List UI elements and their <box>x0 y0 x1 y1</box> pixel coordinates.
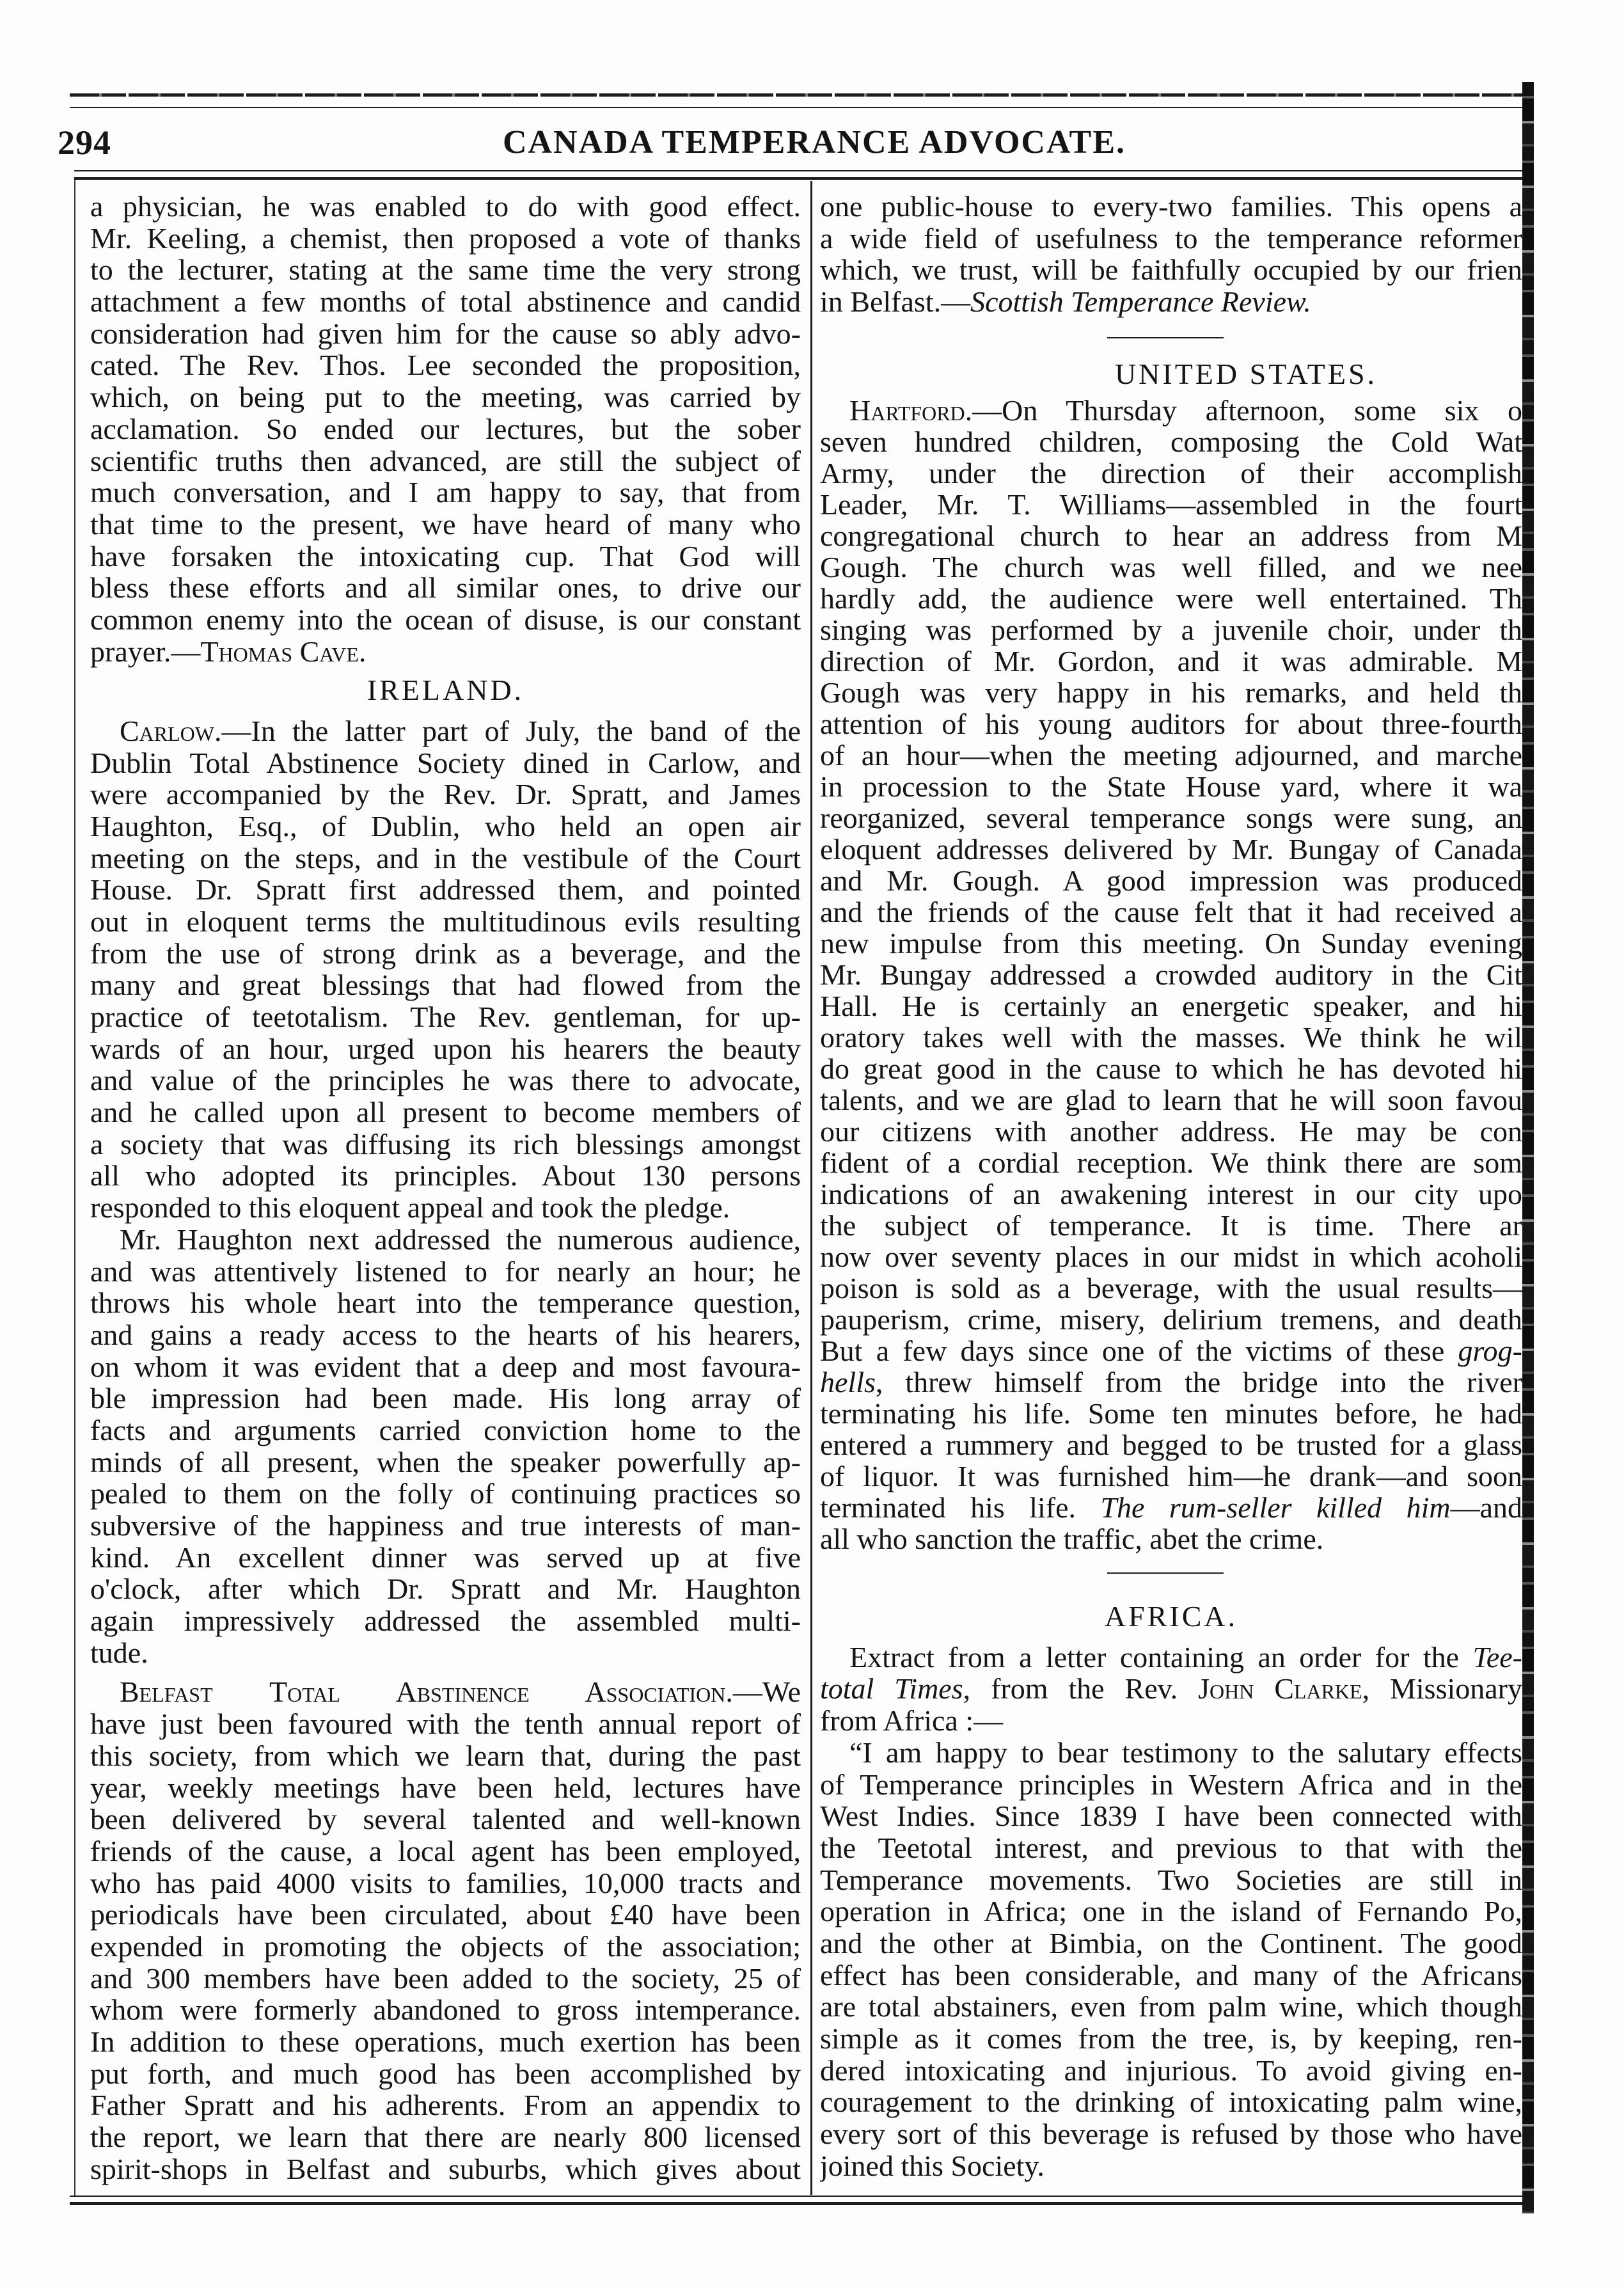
text-line: Mr. Haughton next addressed the numerous audience, <box>120 1223 801 1256</box>
text-line: spirit-shops in Belfast and suburbs, which gives about <box>90 2152 801 2185</box>
text-line: of liquor. It was furnished him—he drank—and soon <box>820 1459 1522 1492</box>
text-line: singing was performed by a juvenile choir, under th <box>820 613 1522 646</box>
text-line: Gough was very happy in his remarks, and held th <box>820 676 1522 709</box>
text-line: a physician, he was enabled to do with good effect. <box>90 191 801 223</box>
text-line: a society that was diffusing its rich blessings amongst <box>90 1127 801 1160</box>
text-line: wards of an hour, urged upon his hearers the beauty <box>90 1032 801 1065</box>
text-line: fident of a cordial reception. We think there are som <box>820 1146 1522 1179</box>
text-line: Leader, Mr. T. Williams—assembled in the fourt <box>820 487 1522 521</box>
text-line: pauperism, crime, misery, delirium tremens, and death <box>820 1302 1522 1336</box>
small-caps-text: Belfast Total Abstinence Association. <box>120 1675 733 1709</box>
text-line: dered intoxicating and injurious. To avoid giving en- <box>820 2054 1522 2087</box>
text-line: and gains a ready access to the hearts of his hearers, <box>90 1318 801 1351</box>
small-caps-text: Carlow. <box>120 714 222 747</box>
text-line: one public-house to every-two families. This opens a <box>820 191 1522 223</box>
text-line: new impulse from this meeting. On Sunday evening <box>820 926 1522 960</box>
text-line: Gough. The church was well filled, and we nee <box>820 550 1522 583</box>
text-line: Temperance movements. Two Societies are still in <box>820 1863 1522 1896</box>
text-line: the report, we learn that there are nearly 800 licensed <box>90 2121 801 2154</box>
text-line: direction of Mr. Gordon, and it was admirable. M <box>820 644 1522 677</box>
text-line: pealed to them on the folly of continuing practices so <box>90 1477 801 1510</box>
top-rule-thick <box>70 93 1523 97</box>
paragraph <box>820 1737 1522 2182</box>
text-line: in Belfast.—Scottish Temperance Review. <box>820 285 1311 319</box>
paragraph <box>90 1224 801 1669</box>
small-caps-text: Hartford. <box>849 393 973 427</box>
text-line: “I am happy to bear testimony to the salutary effects <box>849 1736 1522 1769</box>
text-line: cated. The Rev. Thos. Lee seconded the proposition, <box>90 349 801 382</box>
page-number: 294 <box>58 123 111 162</box>
italic-text: Tee- <box>1472 1640 1522 1674</box>
text-line: on whom it was evident that a deep and most favoura- <box>90 1350 801 1383</box>
text-line: periodicals have been circulated, about £40 have been <box>90 1898 801 1931</box>
text-line: throws his whole heart into the temperance question, <box>90 1286 801 1320</box>
small-caps-text: Thomas Cave. <box>200 635 367 668</box>
left-border-line <box>74 180 75 2196</box>
text-line: subversive of the happiness and true interests of man- <box>90 1509 801 1542</box>
text-line: facts and arguments carried conviction home to the <box>90 1413 801 1446</box>
text-line: meeting on the steps, and in the vestibule of the Court <box>90 841 801 874</box>
text-line: our citizens with another address. He may be con <box>820 1114 1522 1148</box>
text-line: bless these efforts and all similar ones, to drive our <box>90 571 801 605</box>
text-line: have just been favoured with the tenth annual report of <box>90 1707 801 1741</box>
header-rule-lower <box>74 177 1523 180</box>
text-line: kind. An excellent dinner was served up at five <box>90 1540 801 1574</box>
text-line: oratory takes well with the masses. We think he wil <box>820 1020 1522 1054</box>
text-line: minds of all present, when the speaker powerfully ap- <box>90 1445 801 1478</box>
text-line: and value of the principles he was there to advocate, <box>90 1064 801 1097</box>
text-line: Carlow.—In the latter part of July, the band of the <box>120 714 801 747</box>
text-line: Dublin Total Abstinence Society dined in Carlow, and <box>90 746 801 779</box>
text-line: couragement to the drinking of intoxicating palm wine, <box>820 2085 1522 2119</box>
italic-text: total Times <box>820 1672 963 1705</box>
left-column <box>90 191 801 2193</box>
text-line: and 300 members have been added to the society, 25 of <box>90 1961 801 1995</box>
text-line: West Indies. Since 1839 I have been connected with <box>820 1800 1522 1833</box>
text-line: put forth, and much good has been accomplished by <box>90 2057 801 2090</box>
small-caps-text: John Clarke <box>1198 1672 1362 1705</box>
text-line: and the friends of the cause felt that it had received a <box>820 895 1522 928</box>
text-line: Father Spratt and his adherents. From an appendix to <box>90 2089 801 2122</box>
text-line: reorganized, several temperance songs were sung, an <box>820 801 1522 834</box>
text-line: hardly add, the audience were well entertained. Th <box>820 582 1522 615</box>
text-line: practice of teetotalism. The Rev. gentleman, for up- <box>90 1001 801 1033</box>
italic-text: Scottish Temperance Review. <box>970 285 1311 319</box>
paragraph <box>90 715 801 1224</box>
text-line: congregational church to hear an address from M <box>820 519 1522 552</box>
text-line: effect has been considerable, and many of the Africans <box>820 1958 1522 1991</box>
text-line: of an hour—when the meeting adjourned, and marche <box>820 738 1522 772</box>
text-line: simple as it comes from the tree, is, by keeping, ren- <box>820 2022 1522 2055</box>
text-line: of Temperance principles in Western Africa and in the <box>820 1768 1522 1801</box>
binding-edge-shadow <box>1522 82 1534 2213</box>
text-line: ble impression had been made. His long array of <box>90 1382 801 1415</box>
text-line: and he called upon all present to become members of <box>90 1096 801 1129</box>
text-line: o'clock, after which Dr. Spratt and Mr. Haughton <box>90 1572 801 1606</box>
text-line: common enemy into the ocean of disuse, is our constant <box>90 603 801 636</box>
text-line: Hall. He is certainly an energetic speaker, and hi <box>820 989 1522 1022</box>
text-line: out in eloquent terms the multitudinous evils resulting <box>90 905 801 938</box>
text-line: every sort of this beverage is refused by those who have <box>820 2117 1522 2151</box>
text-line: been delivered by several talented and well-known <box>90 1803 801 1836</box>
text-line: again impressively addressed the assembled multi- <box>90 1604 801 1638</box>
italic-text: hells <box>820 1365 876 1398</box>
text-line: In addition to these operations, much exertion has been <box>90 2025 801 2058</box>
text-line: year, weekly meetings have been held, lectures have <box>90 1771 801 1804</box>
text-line: House. Dr. Spratt first addressed them, and pointed <box>90 873 801 906</box>
bottom-rule-thick <box>70 2202 1528 2205</box>
text-line: which, on being put to the meeting, was carried by <box>90 381 801 414</box>
text-line: whom were formerly abandoned to gross intemperance. <box>90 1993 801 2027</box>
text-line: and the other at Bimbia, on the Continent. The good <box>820 1926 1522 1959</box>
paragraph <box>820 1642 1522 1737</box>
text-line: Extract from a letter containing an order for the Tee- <box>849 1640 1522 1674</box>
text-line: hells, threw himself from the bridge into the river <box>820 1365 1522 1398</box>
text-line: in procession to the State House yard, where it wa <box>820 770 1522 803</box>
text-line: joined this Society. <box>820 2149 1045 2182</box>
text-line: expended in promoting the objects of the association; <box>90 1929 801 1963</box>
text-line: seven hundred children, composing the Cold Wat <box>820 425 1522 458</box>
text-line: from the use of strong drink as a beverage, and the <box>90 937 801 970</box>
section-heading-ireland: IRELAND. <box>367 673 524 706</box>
text-line: Army, under the direction of their accomplish <box>820 456 1522 489</box>
text-line: terminating his life. Some ten minutes before, he had <box>820 1397 1522 1430</box>
text-line: the subject of temperance. It is time. There ar <box>820 1208 1522 1242</box>
text-line: this society, from which we learn that, during the past <box>90 1739 801 1772</box>
text-line: entered a rummery and begged to be trusted for a glass <box>820 1428 1522 1461</box>
text-line: responded to this eloquent appeal and took the pledge. <box>90 1191 730 1224</box>
text-line: scientific truths then advanced, are still the subject of <box>90 444 801 477</box>
text-line: and was attentively listened to for nearly an hour; he <box>90 1254 801 1288</box>
text-line: poison is sold as a beverage, with the usual results— <box>820 1271 1522 1304</box>
text-line: But a few days since one of the victims of these grog- <box>820 1334 1522 1367</box>
top-rule-thin <box>70 107 1523 108</box>
text-line: Hartford.—On Thursday afternoon, some six o <box>849 393 1522 427</box>
text-line: much conversation, and I am happy to say, that from <box>90 476 801 509</box>
text-line: that time to the present, we have heard of many who <box>90 507 801 541</box>
section-heading-africa: AFRICA. <box>1104 1599 1238 1633</box>
paragraph <box>820 191 1522 318</box>
text-line: attention of his young auditors for about three-fourth <box>820 707 1522 740</box>
bottom-rule-thin <box>70 2196 1528 2197</box>
text-line: all who adopted its principles. About 130 persons <box>90 1159 801 1192</box>
text-line: and Mr. Gough. A good impression was produced <box>820 864 1522 897</box>
text-line: indications of an awakening interest in our city upo <box>820 1177 1522 1210</box>
text-line: Mr. Bungay addressed a crowded auditory in the Cit <box>820 958 1522 991</box>
text-line: eloquent addresses delivered by Mr. Bungay of Canada <box>820 832 1522 866</box>
text-line: the Teetotal interest, and previous to that with the <box>820 1831 1522 1864</box>
publication-title: CANADA TEMPERANCE ADVOCATE. <box>502 124 1126 161</box>
text-line: now over seventy places in our midst in which acoholi <box>820 1240 1522 1273</box>
text-line: were accompanied by the Rev. Dr. Spratt, and James <box>90 778 801 811</box>
text-line: many and great blessings that had flowed from the <box>90 969 801 1002</box>
text-line: acclamation. So ended our lectures, but the sober <box>90 412 801 445</box>
text-line: who has paid 4000 visits to families, 10,000 tracts and <box>90 1866 801 1899</box>
text-line: Belfast Total Abstinence Association.—We <box>120 1675 801 1709</box>
text-line: Haughton, Esq., of Dublin, who held an open air <box>90 809 801 843</box>
text-line: terminated his life. The rum-seller killed him—and <box>820 1491 1522 1524</box>
italic-text: grog- <box>1458 1334 1522 1367</box>
paragraph <box>90 1676 801 2185</box>
column-divider <box>810 181 812 2195</box>
italic-text: The rum-seller killed him <box>1100 1491 1451 1524</box>
text-line: attachment a few months of total abstinence and candid <box>90 285 801 319</box>
text-line: tude. <box>90 1636 148 1669</box>
text-line: all who sanction the traffic, abet the crime. <box>820 1522 1324 1555</box>
text-line: total Times, from the Rev. John Clarke, Missionary <box>820 1672 1522 1705</box>
text-line: from Africa :— <box>820 1704 1004 1737</box>
text-line: a wide field of usefulness to the temperance reformer <box>820 221 1522 255</box>
section-heading-united-states: UNITED STATES. <box>1114 357 1378 390</box>
text-line: Mr. Keeling, a chemist, then proposed a vote of thanks <box>90 221 801 255</box>
paragraph <box>90 191 801 667</box>
text-line: friends of the cause, a local agent has been employed, <box>90 1834 801 1867</box>
text-line: which, we trust, will be faithfully occupied by our frien <box>820 253 1522 287</box>
header-rule-upper <box>74 170 1523 171</box>
paragraph <box>820 395 1522 1555</box>
text-line: talents, and we are glad to learn that he will soon favou <box>820 1083 1522 1116</box>
right-column <box>820 191 1522 2193</box>
text-line: consideration had given him for the cause so ably advo- <box>90 317 801 350</box>
text-line: operation in Africa; one in the island of Fernando Po, <box>820 1895 1522 1928</box>
text-line: do great good in the cause to which he has devoted hi <box>820 1052 1522 1085</box>
text-line: are total abstainers, even from palm wine, which though <box>820 1990 1522 2023</box>
text-line: prayer.—Thomas Cave. <box>90 635 367 668</box>
text-line: have forsaken the intoxicating cup. That God will <box>90 539 801 573</box>
text-line: to the lecturer, stating at the same time the very strong <box>90 253 801 287</box>
